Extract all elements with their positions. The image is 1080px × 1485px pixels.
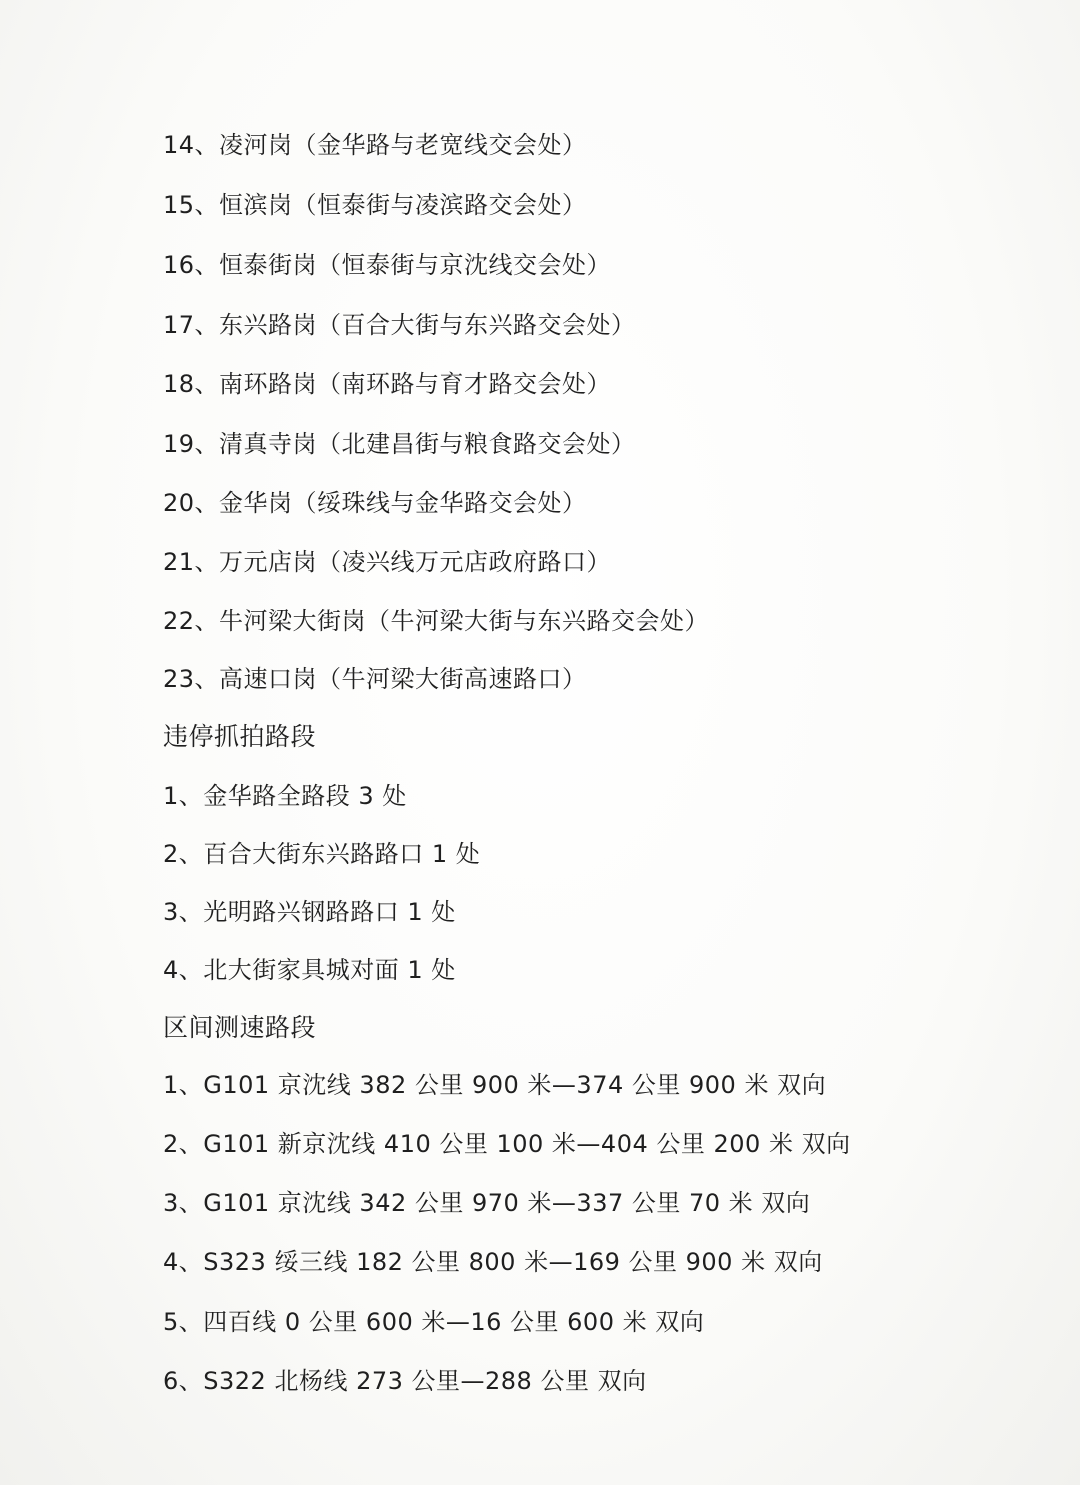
parking-item-3: 3、光明路兴钢路路口 1 处 [163,898,456,926]
speed-item-3: 3、G101 京沈线 342 公里 970 米—337 公里 70 米 双向 [163,1189,811,1217]
speed-item-1: 1、G101 京沈线 382 公里 900 米—374 公里 900 米 双向 [163,1071,827,1099]
post-line-19: 19、清真寺岗（北建昌街与粮食路交会处） [163,430,636,458]
speed-item-2: 2、G101 新京沈线 410 公里 100 米—404 公里 200 米 双向 [163,1130,851,1158]
post-line-15: 15、恒滨岗（恒泰街与凌滨路交会处） [163,191,587,219]
post-line-23: 23、高速口岗（牛河梁大街高速路口） [163,665,587,693]
parking-item-4: 4、北大街家具城对面 1 处 [163,956,456,984]
post-line-21: 21、万元店岗（凌兴线万元店政府路口） [163,548,612,576]
post-line-17: 17、东兴路岗（百合大街与东兴路交会处） [163,311,636,339]
speed-item-5: 5、四百线 0 公里 600 米—16 公里 600 米 双向 [163,1308,705,1336]
parking-item-2: 2、百合大街东兴路路口 1 处 [163,840,481,868]
post-line-14: 14、凌河岗（金华路与老宽线交会处） [163,131,587,159]
speed-item-6: 6、S322 北杨线 273 公里—288 公里 双向 [163,1367,647,1395]
post-line-22: 22、牛河梁大街岗（牛河梁大街与东兴路交会处） [163,607,710,635]
parking-section-heading: 违停抓拍路段 [163,722,317,751]
speed-section-heading: 区间测速路段 [163,1013,317,1042]
post-line-20: 20、金华岗（绥珠线与金华路交会处） [163,489,587,517]
parking-item-1: 1、金华路全路段 3 处 [163,782,407,810]
post-line-18: 18、南环路岗（南环路与育才路交会处） [163,370,612,398]
post-line-16: 16、恒泰街岗（恒泰街与京沈线交会处） [163,251,612,279]
speed-item-4: 4、S323 绥三线 182 公里 800 米—169 公里 900 米 双向 [163,1248,823,1276]
